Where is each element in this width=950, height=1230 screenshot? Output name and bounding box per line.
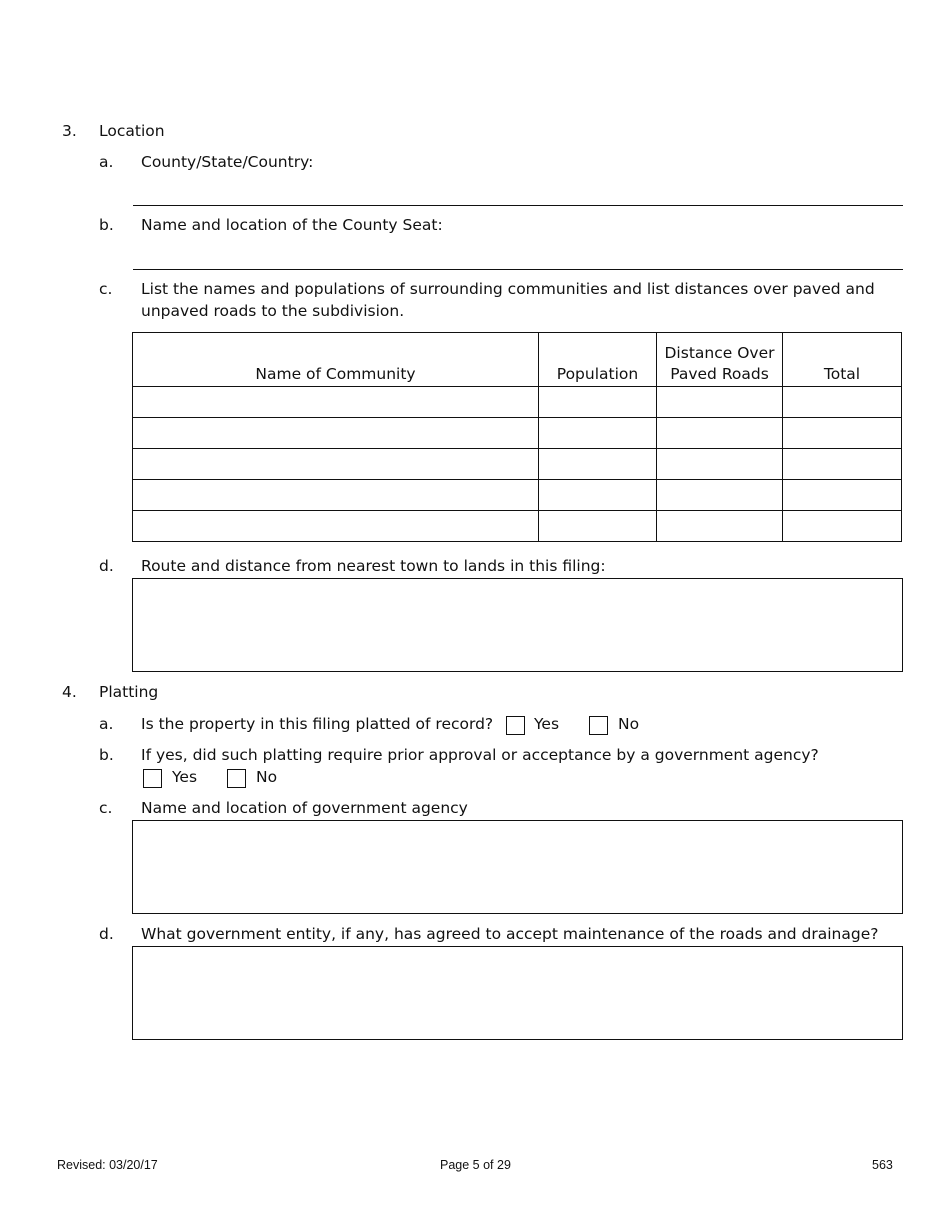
platted-of-record-label: Is the property in this filing platted of record? <box>141 715 494 733</box>
community-name-cell[interactable] <box>133 449 539 480</box>
platted-yes-label: Yes <box>534 715 560 733</box>
route-distance-label: Route and distance from nearest town to lands in this filing: <box>141 557 606 575</box>
section-3-title: Location <box>99 122 165 140</box>
community-name-cell[interactable] <box>133 511 539 542</box>
community-name-cell[interactable] <box>133 387 539 418</box>
section-4-number: 4. <box>62 683 77 701</box>
distance-cell[interactable] <box>657 449 783 480</box>
distance-cell[interactable] <box>657 511 783 542</box>
road-maintenance-textbox[interactable] <box>132 946 903 1040</box>
population-cell[interactable] <box>539 449 657 480</box>
approval-yes-label: Yes <box>172 768 198 786</box>
total-cell[interactable] <box>783 418 902 449</box>
population-cell[interactable] <box>539 387 657 418</box>
county-state-country-label: County/State/Country: <box>141 153 314 171</box>
route-distance-textbox[interactable] <box>132 578 903 672</box>
government-agency-textbox[interactable] <box>132 820 903 914</box>
total-cell[interactable] <box>783 511 902 542</box>
table-row <box>133 511 902 542</box>
header-distance-paved-roads <box>657 333 783 387</box>
platted-no-label: No <box>618 715 640 733</box>
item-4c-letter: c. <box>99 799 113 817</box>
section-3-number: 3. <box>62 122 77 140</box>
population-cell[interactable] <box>539 480 657 511</box>
county-state-country-field[interactable] <box>133 205 903 206</box>
prior-approval-label: If yes, did such platting require prior approval or acceptance by a government agency? <box>141 746 819 764</box>
approval-no-label: No <box>256 768 278 786</box>
table-row <box>133 418 902 449</box>
header-total: Total <box>783 333 902 387</box>
header-name-of-community: Name of Community <box>133 333 539 387</box>
total-cell[interactable] <box>783 387 902 418</box>
communities-instruction-line2: unpaved roads to the subdivision. <box>141 302 405 320</box>
government-agency-label: Name and location of government agency <box>141 799 468 817</box>
approval-yes-checkbox[interactable] <box>143 769 162 788</box>
header-distance-line1: Distance Over <box>664 344 775 362</box>
header-population: Population <box>539 333 657 387</box>
item-3d-letter: d. <box>99 557 114 575</box>
section-4-title: Platting <box>99 683 159 701</box>
item-4a-letter: a. <box>99 715 114 733</box>
platted-no-checkbox[interactable] <box>589 716 608 735</box>
header-distance-line2: Paved Roads <box>670 365 769 383</box>
county-seat-field[interactable] <box>133 269 903 270</box>
community-name-cell[interactable] <box>133 480 539 511</box>
distance-cell[interactable] <box>657 418 783 449</box>
county-seat-label: Name and location of the County Seat: <box>141 216 443 234</box>
communities-table <box>132 332 902 542</box>
item-4d-letter: d. <box>99 925 114 943</box>
communities-table-header <box>133 333 902 387</box>
communities-instruction-line1: List the names and populations of surrounding communities and list distances over paved and <box>141 280 875 298</box>
footer-revised-date: Revised: 03/20/17 <box>57 1158 158 1172</box>
platted-yes-checkbox[interactable] <box>506 716 525 735</box>
table-row <box>133 449 902 480</box>
approval-no-checkbox[interactable] <box>227 769 246 788</box>
road-maintenance-label: What government entity, if any, has agreed to accept maintenance of the roads and drainage? <box>141 925 879 943</box>
table-row <box>133 480 902 511</box>
distance-cell[interactable] <box>657 480 783 511</box>
item-4b-letter: b. <box>99 746 114 764</box>
table-row <box>133 387 902 418</box>
footer-form-code: 563 <box>872 1158 893 1172</box>
community-name-cell[interactable] <box>133 418 539 449</box>
total-cell[interactable] <box>783 449 902 480</box>
item-3c-letter: c. <box>99 280 113 298</box>
total-cell[interactable] <box>783 480 902 511</box>
population-cell[interactable] <box>539 511 657 542</box>
distance-cell[interactable] <box>657 387 783 418</box>
footer-page-number: Page 5 of 29 <box>440 1158 511 1172</box>
population-cell[interactable] <box>539 418 657 449</box>
item-3a-letter: a. <box>99 153 114 171</box>
item-3b-letter: b. <box>99 216 114 234</box>
